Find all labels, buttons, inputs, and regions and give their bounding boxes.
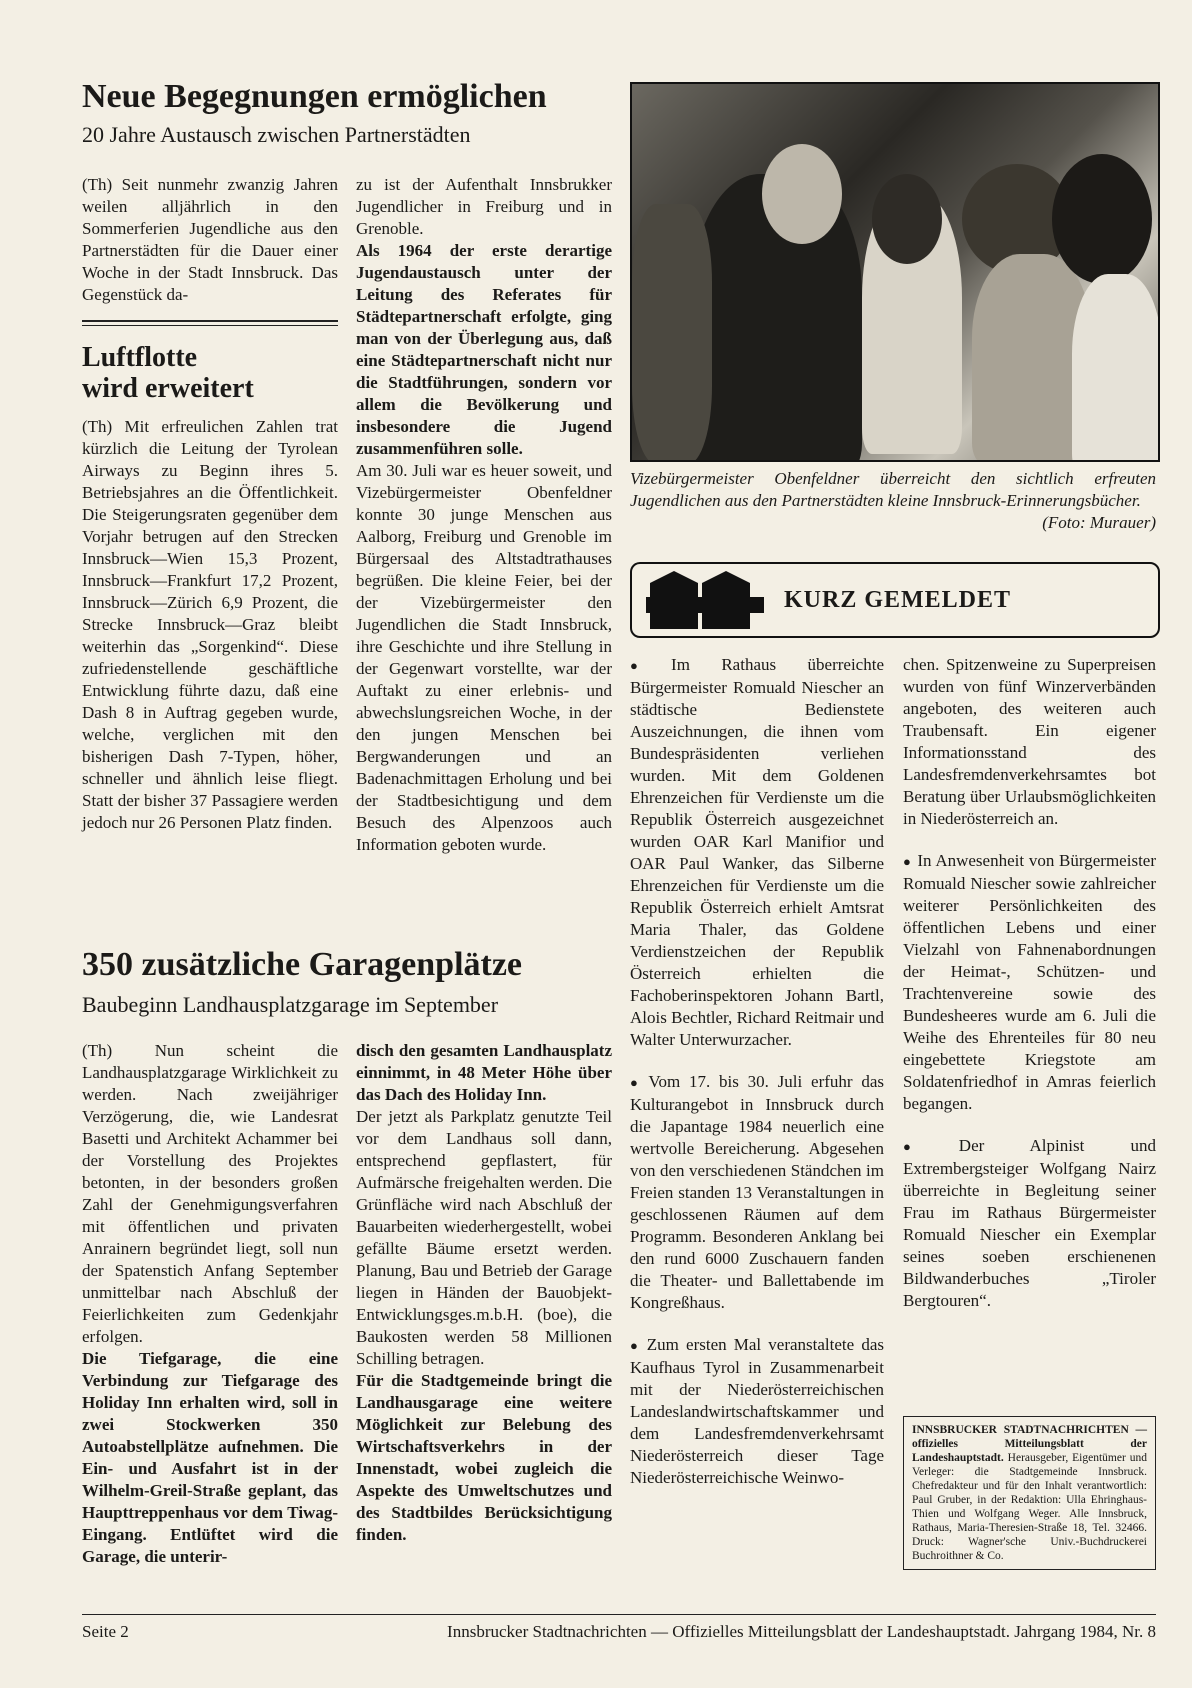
kurz-gemeldet-banner [630, 562, 1160, 638]
news-item: ● In Anwesenheit von Bürgermeister Romuald Niescher sowie zahlreicher weiterer Persönlichkeiten des öffentlichen Lebens und einer Vielzahl von Fahnenabordnungen der Heimat-, Schützen- und Trachtenvereine sowie des Bundesheeres wurde am 6. Juli die Weihe des Ehrenteiles für 80 neu eingebettete Kriegstote am Soldatenfriedhof in Amras feierlich begangen. [903, 850, 1156, 1115]
news-item: ● Im Rathaus überreichte Bürgermeister Romuald Niescher an städtische Bedienstete Auszeichnungen, die ihnen vom Bundespräsidenten verliehen wurden. Mit dem Goldenen Ehrenzeichen für Verdienste um die Republik Österreich ausgezeichnet wurden OAR Karl Manifior und OAR Paul Wanker, das Silberne Ehrenzeichen für Verdienste um die Republik Österreich erhielt Amtsrat Maria Thaler, das Goldene Verdienstzeichen der Republik Österreich erhielten die Fachoberinspektoren Johann Bartl, Alois Bechtler, Richard Reitmair und Walter Unterwurzacher. [630, 654, 884, 1051]
imprint-box [903, 1416, 1156, 1570]
article-paragraph: Der jetzt als Parkplatz genutzte Teil vor dem Landhaus soll dann, entsprechend gepflastert, für Aufmärsche freigehalten werden. Die Grünfläche wird nach Abschluß der Bauarbeiten wiederhergestellt, wobei gefällte Bäume ersetzt werden. Planung, Bau und Betrieb der Garage liegen in Händen der Bauobjekt-Entwicklungsges.m.b.H. (boe), die Baukosten werden 58 Millionen Schilling betragen. [356, 1107, 612, 1368]
article-body-column [356, 174, 612, 856]
article-intro-column [82, 174, 338, 306]
news-item-continued: chen. Spitzenweine zu Superpreisen wurden von fünf Winzerverbänden angeboten, des weiteren auch Traubensaft. Ein eigener Informationsstand des Landesfremdenverkehrsamtes bot Beratung über Urlaubsmöglichkeiten in Niederösterreich an. [903, 655, 1156, 828]
news-item: ● Vom 17. bis 30. Juli erfuhr das Kulturangebot in Innsbruck durch die Japantage 1984 neuerlich eine wertvolle Bereicherung. Abgesehen von den verschiedenen Ständchen im Freien standen 13 Veranstaltungen in geschlossenen Räumen auf dem Programm. Besonderen Anklang bei den rund 6000 Zuschauern fanden die Theater- und Ballettabende im Kongreßhaus. [630, 1071, 884, 1314]
page-number: Seite 2 [82, 1622, 129, 1641]
luftflotte-headline [82, 342, 338, 404]
photo-credit: (Foto: Murauer) [1042, 513, 1156, 532]
article-bold-paragraph: Als 1964 der erste derartige Jugendaustausch unter der Leitung des Referates für Städtepartnerschaft erfolgte, ging man von der Überlegung aus, daß eine Städtepartnerschaft nicht nur die Stadtführungen, sondern vor allem die Bevölkerung und insbesondere die Jugend zusammenführen solle. [356, 241, 612, 458]
kurz-column-right [903, 654, 1156, 1312]
news-item: ● Zum ersten Mal veranstaltete das Kaufhaus Tyrol in Zusammenarbeit mit der Niederösterreichischen Landeslandwirtschaftskammer und dem Landesfremdenverkehrsamt Niederösterreich dieser Tage Niederösterreichische Weinwo- [630, 1334, 884, 1489]
footer-rule [82, 1614, 1156, 1615]
article-paragraph: (Th) Nun scheint die Landhausplatzgarage Wirklichkeit zu werden. Nach zweijähriger Verzögerung, die, wie Landesrat Basetti und Architekt Achammer bei der Vorstellung des Projektes betonten, in der besonders großen Zahl der Genehmigungsverfahren mit öffentlichen und privaten Anrainern begründet liegt, soll nun der Spatenstich Anfang September unmittelbar nach Abschluß der Feierlichkeiten zum Gedenkjahr erfolgen. [82, 1041, 338, 1346]
article-subheadline: 20 Jahre Austausch zwischen Partnerstädten [82, 122, 471, 147]
article-bold-paragraph: Die Tiefgarage, die eine Verbindung zur Tiefgarage des Holiday Inn erhalten wird, soll in zwei Stockwerken 350 Autoabstellplätze aufnehmen. Die Ein- und Ausfahrt ist in der Wilhelm-Greil-Straße geplant, das Haupttreppenhaus vor dem Tiwag-Eingang. Entlüftet wird die Garage, die unterir- [82, 1349, 338, 1566]
kurz-column-left [630, 654, 884, 1489]
article-headline: Neue Begegnungen ermöglichen [82, 78, 547, 115]
garage-headline: 350 zusätzliche Garagenplätze [82, 946, 523, 983]
article-bold-paragraph: disch den gesamten Landhausplatz einnimmt, in 48 Meter Höhe über das Dach des Holiday Inn. [356, 1041, 612, 1104]
kurz-gemeldet-title: KURZ GEMELDET [784, 586, 1012, 613]
garage-subheadline: Baubeginn Landhausplatzgarage im September [82, 992, 499, 1017]
luftflotte-column [82, 416, 338, 834]
article-paragraph: Am 30. Juli war es heuer soweit, und Vizebürgermeister Obenfeldner konnte 30 junge Menschen aus Aalborg, Freiburg und Grenoble im Bürgersaal des Altstadtrathauses begrüßen. Die kleine Feier, bei der der Vizebürgermeister den Jugendlichen die Stadt Innsbruck, ihre Geschichte und ihre Stellung in der Gegenwart vorstellte, war der Auftakt zu einer erlebnis- und abwechslungsreichen Woche, in der den jungen Menschen bei Bergwanderungen und an Badenachmittagen Erholung und bei der Stadtbesichtigung und dem Besuch des Alpenzoos auch Information geboten wurde. [356, 461, 612, 854]
footer-masthead: Innsbrucker Stadtnachrichten — Offizielles Mitteilungsblatt der Landeshauptstadt. Jahrgang 1984, Nr. 8 [447, 1622, 1156, 1641]
news-item: ● Der Alpinist und Extrembergsteiger Wolfgang Nairz überreichte in Begleitung seiner Frau im Rathaus Bürgermeister Romuald Niescher ein Exemplar seines soeben erschienenen Bildwanderbuches „Tiroler Bergtouren“. [903, 1135, 1156, 1312]
garage-column-left [82, 1040, 338, 1568]
headline-line: wird erweitert [82, 373, 254, 404]
imprint-text: Herausgeber, Eigentümer und Verleger: die Stadtgemeinde Innsbruck. Chefredakteur und für den Inhalt verantwortlich: Paul Gruber, in der Redaktion: Ulla Ehringhaus-Thien und Wolfgang Weger. Alle Innsbruck, Rathaus, Maria-Theresien-Straße 18, Tel. 32466. Druck: Wagner'sche Univ.-Buchdruckerei Buchroithner & Co. [912, 1452, 1147, 1562]
caption-text: Vizebürgermeister Obenfeldner überreicht den sichtlich erfreuten Jugendlichen aus den Partnerstädten kleine Innsbruck-Erinnerungsbücher. [630, 469, 1156, 510]
article-paragraph: (Th) Mit erfreulichen Zahlen trat kürzlich die Leitung der Tyrolean Airways zu Beginn ihres 5. Betriebsjahres an die Öffentlichkeit. Die Steigerungsraten gegenüber dem Vorjahr betrugen auf den Strecken Innsbruck—Wien 15,3 Prozent, Innsbruck—Frankfurt 17,2 Prozent, Innsbruck—Zürich 6,9 Prozent, die Strecke Innsbruck—Graz bleibt weiterhin das „Sorgenkind“. Diese zufriedenstellende geschäftliche Entwicklung führte dazu, daß eine Dash 8 in Auftrag gegeben wurde, welche, verglichen mit den bisherigen Dash 7-Typen, höher, schneller und ähnlich leise fliegt. Statt der bisher 37 Passagiere werden jedoch nur 26 Personen Platz finden. [82, 417, 338, 832]
garage-column-right [356, 1040, 612, 1546]
article-paragraph: zu ist der Aufenthalt Innsbrukker Jugendlicher in Freiburg und in Grenoble. [356, 175, 612, 238]
article-paragraph: (Th) Seit nunmehr zwanzig Jahren weilen alljährlich in den Sommerferien Jugendliche aus den Partnerstädten für die Dauer einer Woche in der Stadt Innsbruck. Das Gegenstück da- [82, 175, 338, 304]
rooftop-icon [646, 569, 766, 631]
section-divider [82, 320, 338, 326]
headline-line: Luftflotte [82, 342, 198, 373]
photo-caption [630, 468, 1156, 534]
event-photo [630, 82, 1160, 462]
imprint-title: INNSBRUCKER STADTNACHRICHTEN — offizielles Mitteilungsblatt der Landeshauptstadt. [912, 1424, 1147, 1464]
article-bold-paragraph: Für die Stadtgemeinde bringt die Landhausgarage eine weitere Möglichkeit zur Belebung des Wirtschaftsverkehrs in der Innenstadt, wobei zugleich die Aspekte des Umweltschutzes und des Stadtbildes Berücksichtigung finden. [356, 1371, 612, 1544]
